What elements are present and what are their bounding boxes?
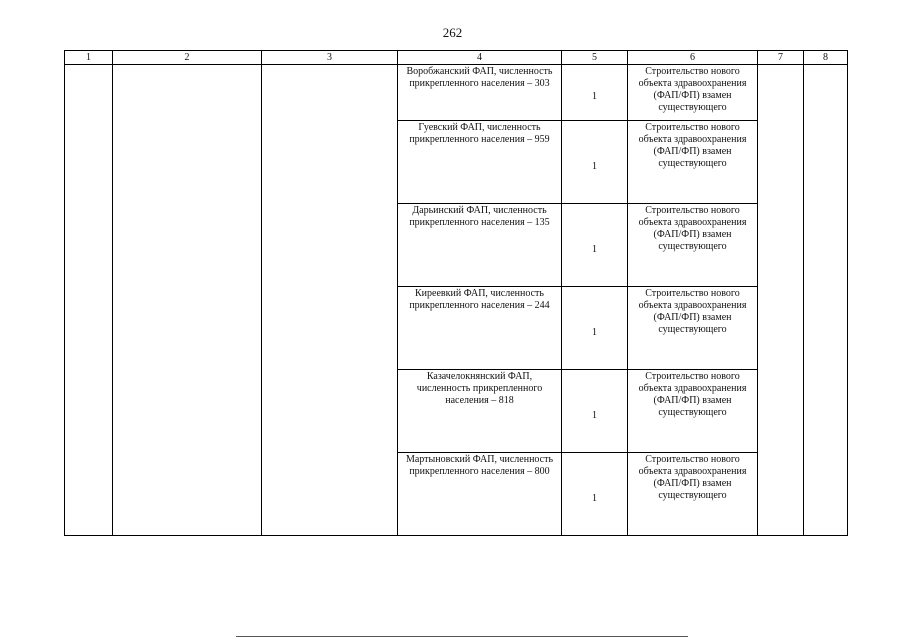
facility-name: Казачелокнянский ФАП, численность прикрепленного населения – 818 — [398, 370, 562, 453]
cell-col-1 — [65, 65, 113, 536]
column-header-5: 5 — [562, 51, 628, 65]
column-header-3: 3 — [262, 51, 398, 65]
column-header-2: 2 — [113, 51, 262, 65]
table-row — [65, 65, 848, 121]
facility-name: Гуевский ФАП, численность прикрепленного населения – 959 — [398, 121, 562, 204]
column-header-6: 6 — [628, 51, 758, 65]
facility-count: 1 — [562, 370, 628, 453]
facility-name: Мартыновский ФАП, численность прикрепленного населения – 800 — [398, 453, 562, 536]
facility-count: 1 — [562, 204, 628, 287]
facility-name: Дарьинский ФАП, численность прикрепленного населения – 135 — [398, 204, 562, 287]
facility-action: Строительство нового объекта здравоохранения (ФАП/ФП) взамен существующего — [628, 370, 758, 453]
facility-count: 1 — [562, 121, 628, 204]
facility-count: 1 — [562, 453, 628, 536]
document-table — [64, 50, 848, 536]
page-number: 262 — [442, 25, 463, 40]
column-header-7: 7 — [758, 51, 804, 65]
facility-name: Воробжанский ФАП, численность прикрепленного населения – 303 — [398, 65, 562, 121]
table-header-row — [65, 51, 848, 65]
facility-count: 1 — [562, 287, 628, 370]
column-header-1: 1 — [65, 51, 113, 65]
facility-action: Строительство нового объекта здравоохранения (ФАП/ФП) взамен существующего — [628, 204, 758, 287]
cell-col-8 — [804, 65, 848, 536]
facility-action: Строительство нового объекта здравоохранения (ФАП/ФП) взамен существующего — [628, 65, 758, 121]
facility-action: Строительство нового объекта здравоохранения (ФАП/ФП) взамен существующего — [628, 287, 758, 370]
cell-col-7 — [758, 65, 804, 536]
facility-count: 1 — [562, 65, 628, 121]
column-header-4: 4 — [398, 51, 562, 65]
cell-col-3 — [262, 65, 398, 536]
cell-col-2 — [113, 65, 262, 536]
page-bottom-rule — [236, 636, 688, 637]
column-header-8: 8 — [804, 51, 848, 65]
facility-action: Строительство нового объекта здравоохранения (ФАП/ФП) взамен существующего — [628, 121, 758, 204]
facility-action: Строительство нового объекта здравоохранения (ФАП/ФП) взамен существующего — [628, 453, 758, 536]
facility-name: Киреевкий ФАП, численность прикрепленного населения – 244 — [398, 287, 562, 370]
